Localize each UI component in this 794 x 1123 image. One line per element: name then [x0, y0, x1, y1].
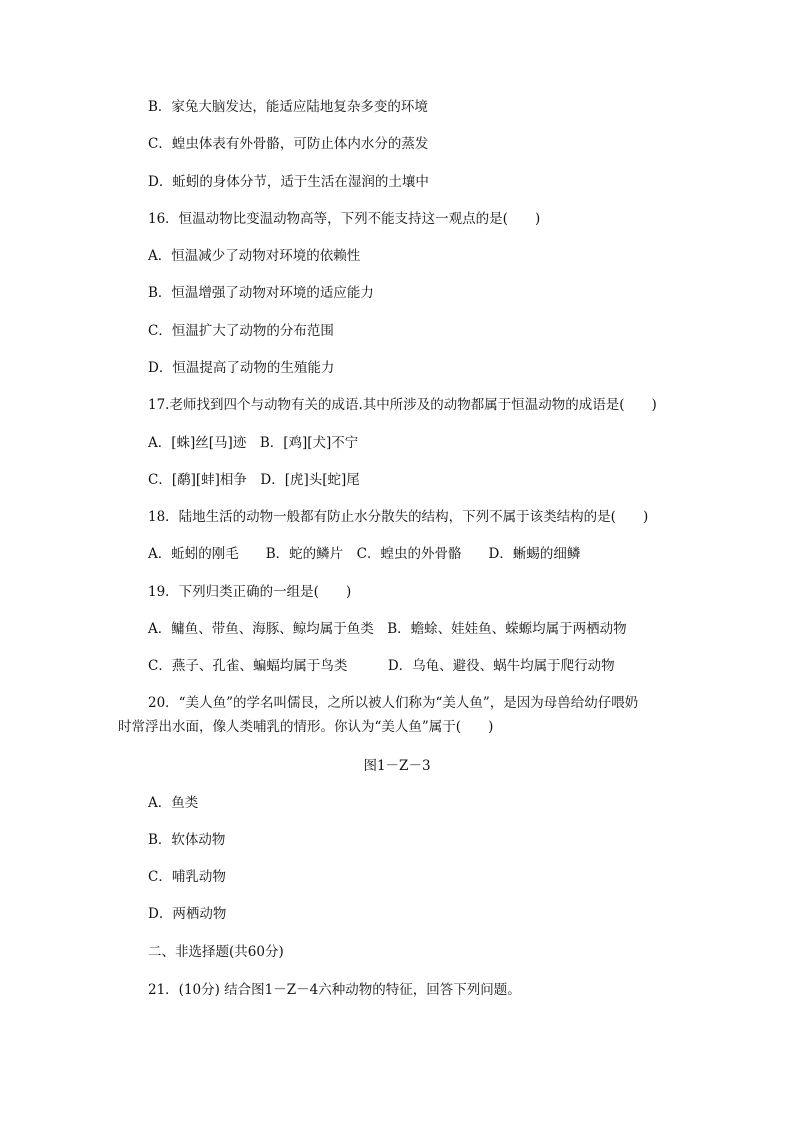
q20-option-d: D．两栖动物: [148, 906, 227, 922]
q20-stem-line1: 20．“美人鱼”的学名叫儒艮，之所以被人们称为“美人鱼”，是因为母兽给幼仔喂奶: [148, 695, 639, 711]
q18-options: A．蚯蚓的刚毛 B．蛇的鳞片 C．蝗虫的外骨骼 D．蜥蜴的细鳞: [148, 546, 581, 562]
section-heading: 二、非选择题(共60分): [148, 944, 284, 960]
q16-option-c: C．恒温扩大了动物的分布范围: [148, 323, 334, 339]
q16-stem: 16．恒温动物比变温动物高等，下列不能支持这一观点的是( ): [148, 211, 541, 227]
q16-option-a: A．恒温减少了动物对环境的依赖性: [148, 248, 361, 264]
q19-options-ab: A．鳙鱼、带鱼、海豚、鲸均属于鱼类 B．蟾蜍、娃娃鱼、蝾螈均属于两栖动物: [148, 621, 627, 637]
q18-stem: 18．陆地生活的动物一般都有防止水分散失的结构，下列不属于该类结构的是( ): [148, 509, 649, 525]
q19-stem: 19．下列归类正确的一组是( ): [148, 584, 352, 600]
q16-option-d: D．恒温提高了动物的生殖能力: [148, 360, 335, 376]
q20-option-c: C．哺乳动物: [148, 869, 226, 885]
q20-stem-line2: 时常浮出水面，像人类哺乳的情形。你认为“美人鱼”属于( ): [118, 719, 494, 735]
q20-stem: [118, 691, 678, 739]
q21-stem: 21．(10分) 结合图1－Z－4六种动物的特征，回答下列问题。: [148, 982, 521, 998]
q17-stem: 17.老师找到四个与动物有关的成语.其中所涉及的动物都属于恒温动物的成语是( ): [148, 397, 657, 413]
q16-option-b: B．恒温增强了动物对环境的适应能力: [148, 285, 374, 301]
q17-options-cd: C．[鹬][蚌]相争 D．[虎]头[蛇]尾: [148, 472, 360, 488]
q20-option-b: B．软体动物: [148, 832, 226, 848]
q15-option-d: D．蚯蚓的身体分节，适于生活在湿润的土壤中: [148, 174, 429, 190]
q20-option-a: A．鱼类: [148, 795, 199, 811]
figure-caption: 图1－Z－3: [363, 758, 431, 774]
q19-options-cd: C．燕子、孔雀、蝙蝠均属于鸟类 D．乌龟、避役、蜗牛均属于爬行动物: [148, 658, 615, 674]
q15-option-b: B．家兔大脑发达，能适应陆地复杂多变的环境: [148, 99, 428, 115]
q17-options-ab: A．[蛛]丝[马]迹 B．[鸡][犬]不宁: [148, 435, 359, 451]
q15-option-c: C．蝗虫体表有外骨骼，可防止体内水分的蒸发: [148, 136, 429, 152]
